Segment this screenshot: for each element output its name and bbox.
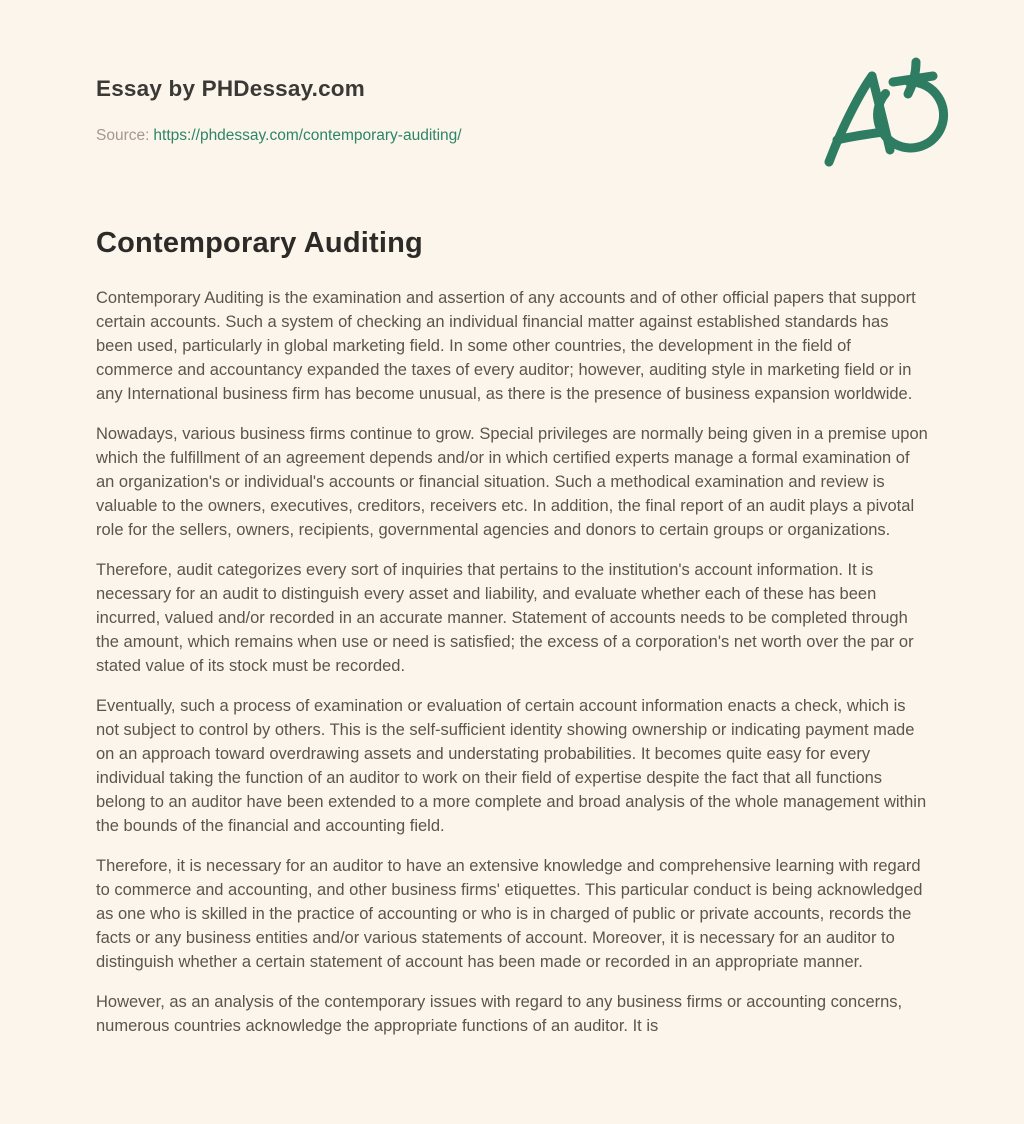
header [96, 76, 928, 145]
source-line [96, 127, 928, 145]
source-link[interactable]: https://phdessay.com/contemporary-auditing/ [153, 127, 462, 144]
article-title: Contemporary Auditing [96, 227, 423, 259]
paragraph: Therefore, it is necessary for an auditor to have an extensive knowledge and comprehensive learning with regard to commerce and accounting, and other business firms' etiquettes. This particular conduct is being acknowledged as one who is skilled in the practice of accounting or who is in charged of public or private accounts, records the facts or any business entities and/or various statements of account. Moreover, it is necessary for an auditor to distinguish whether a certain statement of account has been made or recorded in an appropriate manner. [96, 857, 923, 971]
page-title: Essay by PHDessay.com [96, 76, 365, 101]
phdessay-a-plus-logo-icon [818, 56, 950, 168]
paragraph: Contemporary Auditing is the examination and assertion of any accounts and of other official papers that support certain accounts. Such a system of checking an individual financial matter against established standards has been used, particularly in global marketing field. In some other countries, the development in the field of commerce and accountancy expanded the taxes of every auditor; however, auditing style in marketing field or in any International business firm has become unusual, as there is the presence of business expansion worldwide. [96, 289, 916, 403]
article [96, 227, 928, 1038]
paragraph: Eventually, such a process of examination or evaluation of certain account information enacts a check, which is not subject to control by others. This is the self-sufficient identity showing ownership or indicating payment made on an approach toward overdrawing assets and understating probabilities. It becomes quite easy for every individual taking the function of an auditor to work on their field of expertise despite the fact that all functions belong to an auditor have been extended to a more complete and broad analysis of the whole management within the bounds of the financial and accounting field. [96, 697, 927, 835]
source-label: Source: [96, 127, 150, 144]
article-body [96, 286, 928, 1038]
paragraph: Nowadays, various business firms continue to grow. Special privileges are normally being given in a premise upon which the fulfillment of an agreement depends and/or in which certified experts manage a formal examination of an organization's or individual's accounts or financial situation. Such a methodical examination and review is valuable to the owners, executives, creditors, receivers etc. In addition, the final report of an audit plays a pivotal role for the sellers, owners, recipients, governmental agencies and donors to certain groups or organizations. [96, 425, 928, 539]
paragraph: However, as an analysis of the contemporary issues with regard to any business firms or accounting concerns, numerous countries acknowledge the appropriate functions of an auditor. It is [96, 993, 903, 1035]
paragraph: Therefore, audit categorizes every sort of inquiries that pertains to the institution's account information. It is necessary for an audit to distinguish every asset and liability, and evaluate whether each of these has been incurred, valued and/or recorded in an accurate manner. Statement of accounts needs to be completed through the amount, which remains when use or need is satisfied; the excess of a corporation's net worth over the par or stated value of its stock must be recorded. [96, 561, 914, 675]
